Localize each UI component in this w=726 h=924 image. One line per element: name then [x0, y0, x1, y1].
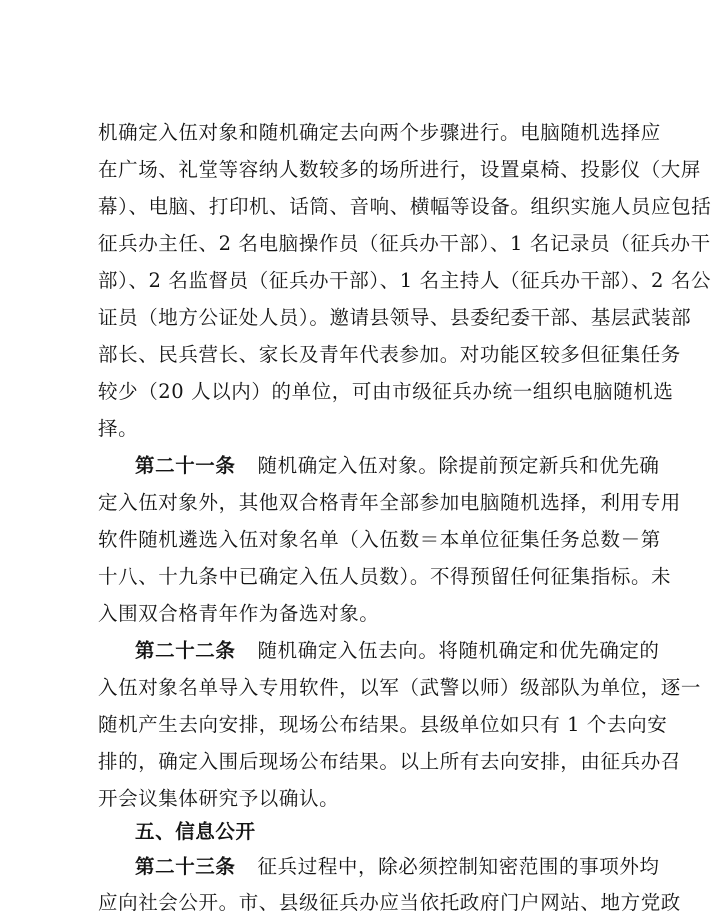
- article-23-title: 第二十三条: [135, 855, 236, 878]
- paragraph-line: 应向社会公开。市、县级征兵办应当依托政府门户网站、地方党政: [98, 891, 681, 914]
- paragraph-line: 软件随机遴选入伍对象名单（入伍数＝本单位征集任务总数－第: [98, 528, 661, 551]
- paragraph-line: 较少（20 人以内）的单位，可由市级征兵办统一组织电脑随机选: [98, 380, 674, 403]
- article-21-first-line: [135, 448, 660, 484]
- paragraph-line: 定入伍对象外，其他双合格青年全部参加电脑随机选择，利用专用: [98, 491, 681, 514]
- article-23-first-line: [135, 849, 660, 885]
- paragraph-line: 机确定入伍对象和随机确定去向两个步骤进行。电脑随机选择应: [98, 121, 661, 144]
- paragraph-line: 部）、2 名监督员（征兵办干部）、1 名主持人（征兵办干部）、2 名公: [98, 269, 712, 292]
- article-23-first-text: 征兵过程中，除必须控制知密范围的事项外均: [257, 855, 660, 878]
- paragraph-line: 征兵办主任、2 名电脑操作员（征兵办干部）、1 名记录员（征兵办干: [98, 232, 711, 255]
- paragraph-line: 开会议集体研究予以确认。: [98, 787, 340, 810]
- paragraph-line: 幕）、电脑、打印机、话筒、音响、横幅等设备。组织实施人员应包括: [98, 195, 712, 218]
- paragraph-line: 排的，确定入围后现场公布结果。以上所有去向安排，由征兵办召: [98, 750, 681, 773]
- paragraph-line: 入围双合格青年作为备选对象。: [98, 602, 380, 625]
- paragraph-line: 部长、民兵营长、家长及青年代表参加。对功能区较多但征集任务: [98, 343, 681, 366]
- paragraph-line: 在广场、礼堂等容纳人数较多的场所进行，设置桌椅、投影仪（大屏: [98, 158, 702, 181]
- paragraph-line: 十八、十九条中已确定入伍人员数）。不得预留任何征集指标。未: [98, 565, 672, 588]
- paragraph-line: 择。: [98, 417, 139, 440]
- paragraph-line: 随机产生去向安排，现场公布结果。县级单位如只有 1 个去向安: [98, 713, 668, 736]
- paragraph-line: 证员（地方公证处人员）。邀请县领导、县委纪委干部、基层武装部: [98, 306, 692, 329]
- article-22-first-line: [135, 633, 660, 669]
- section-heading: 五、信息公开: [135, 820, 256, 843]
- article-21-title: 第二十一条: [135, 454, 236, 477]
- article-22-title: 第二十二条: [135, 639, 236, 662]
- article-22-first-text: 随机确定入伍去向。将随机确定和优先确定的: [257, 639, 660, 662]
- paragraph-line: 入伍对象名单导入专用软件，以军（武警以师）级部队为单位，逐一: [98, 676, 702, 699]
- article-21-first-text: 随机确定入伍对象。除提前预定新兵和优先确: [257, 454, 660, 477]
